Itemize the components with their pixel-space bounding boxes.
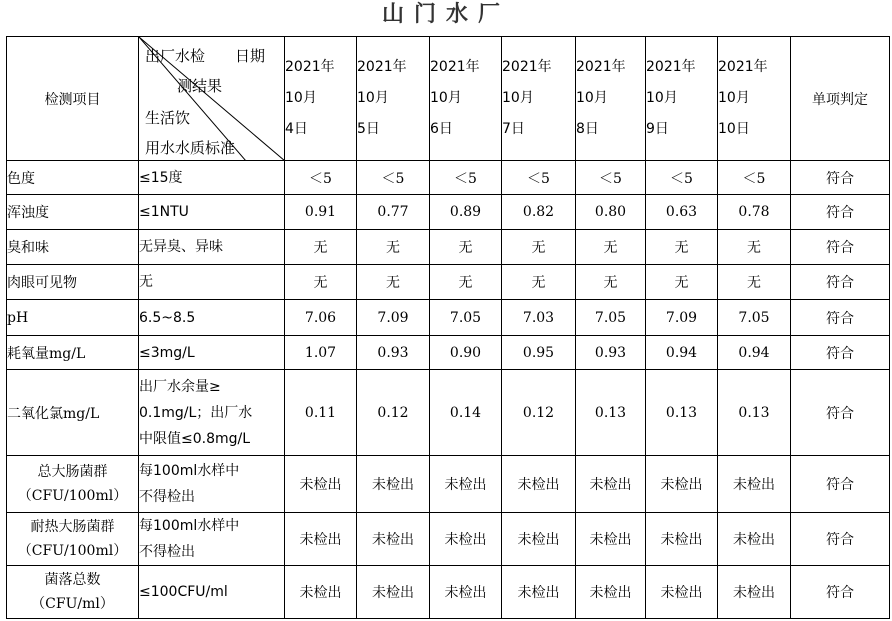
row-value: 0.12 — [357, 370, 430, 456]
date-header-2: 2021年 10月 5日 — [357, 37, 430, 161]
row-judge: 符合 — [791, 336, 890, 370]
row-standard: 6.5~8.5 — [139, 300, 285, 336]
date-header-4: 2021年 10月 7日 — [502, 37, 576, 161]
row-value: 无 — [718, 230, 791, 265]
row-item: 总大肠菌群 （CFU/100ml） — [7, 456, 139, 513]
row-standard: 无 — [139, 265, 285, 300]
row-judge: 符合 — [791, 161, 890, 195]
table-row — [7, 265, 890, 300]
row-value: 7.05 — [718, 300, 791, 336]
row-item: 菌落总数 （CFU/ml） — [7, 566, 139, 619]
row-standard: 无异臭、异味 — [139, 230, 285, 265]
row-value: 1.07 — [285, 336, 357, 370]
header-judge-cell: 单项判定 — [791, 37, 890, 161]
diag-date-label: 日期 — [235, 47, 266, 65]
row-value: 0.63 — [646, 195, 718, 230]
row-standard: ≤3mg/L — [139, 336, 285, 370]
row-value: 未检出 — [357, 513, 430, 566]
row-standard: ≤1NTU — [139, 195, 285, 230]
row-value: 未检出 — [502, 456, 576, 513]
row-value: 0.90 — [430, 336, 502, 370]
row-value: 0.93 — [576, 336, 646, 370]
row-value: 未检出 — [285, 456, 357, 513]
row-value: 7.06 — [285, 300, 357, 336]
row-item: 耐热大肠菌群 （CFU/100ml） — [7, 513, 139, 566]
row-value: 未检出 — [576, 456, 646, 513]
row-value: 未检出 — [430, 456, 502, 513]
row-value: 0.14 — [430, 370, 502, 456]
row-value: 未检出 — [576, 513, 646, 566]
row-standard: ≤15度 — [139, 161, 285, 195]
table-row — [7, 161, 890, 195]
row-value: ＜5 — [502, 161, 576, 195]
table-row — [7, 566, 890, 619]
row-value: 7.05 — [430, 300, 502, 336]
row-value: 0.94 — [718, 336, 791, 370]
row-value: 未检出 — [357, 566, 430, 619]
row-standard: 每100ml水样中 不得检出 — [139, 456, 285, 513]
row-judge: 符合 — [791, 456, 890, 513]
row-judge: 符合 — [791, 195, 890, 230]
row-value: 未检出 — [646, 566, 718, 619]
table-row — [7, 300, 890, 336]
row-value: 无 — [357, 230, 430, 265]
row-value: 0.89 — [430, 195, 502, 230]
row-judge: 符合 — [791, 566, 890, 619]
diag-result-label-1: 出厂水检 — [145, 47, 206, 65]
row-value: 7.03 — [502, 300, 576, 336]
row-value: 0.13 — [646, 370, 718, 456]
diag-std-label-2: 用水水质标准 — [145, 139, 236, 157]
date-header-7: 2021年 10月 10日 — [718, 37, 791, 161]
row-value: ＜5 — [285, 161, 357, 195]
row-value: ＜5 — [646, 161, 718, 195]
table-row — [7, 230, 890, 265]
table-row — [7, 195, 890, 230]
row-judge: 符合 — [791, 300, 890, 336]
row-value: ＜5 — [430, 161, 502, 195]
row-value: ＜5 — [576, 161, 646, 195]
row-value: 无 — [646, 265, 718, 300]
row-value: 无 — [502, 230, 576, 265]
row-value: 未检出 — [718, 456, 791, 513]
page-title: 山门水厂 — [381, 2, 510, 27]
row-value: 7.09 — [646, 300, 718, 336]
row-value: 0.93 — [357, 336, 430, 370]
row-value: 无 — [718, 265, 791, 300]
water-quality-table — [6, 36, 890, 619]
row-value: 7.05 — [576, 300, 646, 336]
row-standard: 每100ml水样中 不得检出 — [139, 513, 285, 566]
row-item: 肉眼可见物 — [7, 265, 139, 300]
row-value: ＜5 — [718, 161, 791, 195]
table-row — [7, 370, 890, 456]
row-value: 无 — [357, 265, 430, 300]
row-value: 0.77 — [357, 195, 430, 230]
row-value: 未检出 — [430, 513, 502, 566]
date-header-1: 2021年 10月 4日 — [285, 37, 357, 161]
row-value: 0.13 — [576, 370, 646, 456]
row-item: 浑浊度 — [7, 195, 139, 230]
row-item: 二氧化氯mg/L — [7, 370, 139, 456]
row-value: 0.82 — [502, 195, 576, 230]
row-value: 未检出 — [576, 566, 646, 619]
row-item: 耗氧量mg/L — [7, 336, 139, 370]
row-judge: 符合 — [791, 513, 890, 566]
row-value: 未检出 — [646, 513, 718, 566]
row-value: 未检出 — [502, 566, 576, 619]
row-value: 0.78 — [718, 195, 791, 230]
diag-std-label-1: 生活饮 — [145, 109, 191, 127]
date-header-5: 2021年 10月 8日 — [576, 37, 646, 161]
header-item-cell: 检测项目 — [7, 37, 139, 161]
row-value: 未检出 — [357, 456, 430, 513]
row-value: 未检出 — [285, 566, 357, 619]
row-judge: 符合 — [791, 265, 890, 300]
row-standard: ≤100CFU/ml — [139, 566, 285, 619]
row-value: 0.80 — [576, 195, 646, 230]
row-value: 未检出 — [718, 566, 791, 619]
row-judge: 符合 — [791, 370, 890, 456]
row-value: 无 — [502, 265, 576, 300]
row-value: 未检出 — [718, 513, 791, 566]
row-item: 色度 — [7, 161, 139, 195]
row-value: 0.11 — [285, 370, 357, 456]
row-item: pH — [7, 300, 139, 336]
diag-result-label-2: 测结果 — [177, 77, 223, 95]
row-value: 未检出 — [285, 513, 357, 566]
row-value: 无 — [646, 230, 718, 265]
table-row — [7, 513, 890, 566]
date-header-3: 2021年 10月 6日 — [430, 37, 502, 161]
row-standard: 出厂水余量≥ 0.1mg/L；出厂水 中限值≤0.8mg/L — [139, 370, 285, 456]
row-value: 无 — [430, 230, 502, 265]
row-value: 无 — [430, 265, 502, 300]
row-value: 0.91 — [285, 195, 357, 230]
row-value: 无 — [576, 265, 646, 300]
row-value: 无 — [576, 230, 646, 265]
row-value: ＜5 — [357, 161, 430, 195]
row-value: 无 — [285, 230, 357, 265]
row-item: 臭和味 — [7, 230, 139, 265]
row-value: 未检出 — [646, 456, 718, 513]
row-value: 无 — [285, 265, 357, 300]
row-value: 未检出 — [430, 566, 502, 619]
header-row — [7, 37, 890, 161]
table-row — [7, 336, 890, 370]
date-header-6: 2021年 10月 9日 — [646, 37, 718, 161]
row-value: 0.95 — [502, 336, 576, 370]
row-judge: 符合 — [791, 230, 890, 265]
row-value: 7.09 — [357, 300, 430, 336]
table-row — [7, 456, 890, 513]
row-value: 0.13 — [718, 370, 791, 456]
row-value: 未检出 — [502, 513, 576, 566]
row-value: 0.12 — [502, 370, 576, 456]
row-value: 0.94 — [646, 336, 718, 370]
diagonal-header-cell — [139, 37, 285, 161]
